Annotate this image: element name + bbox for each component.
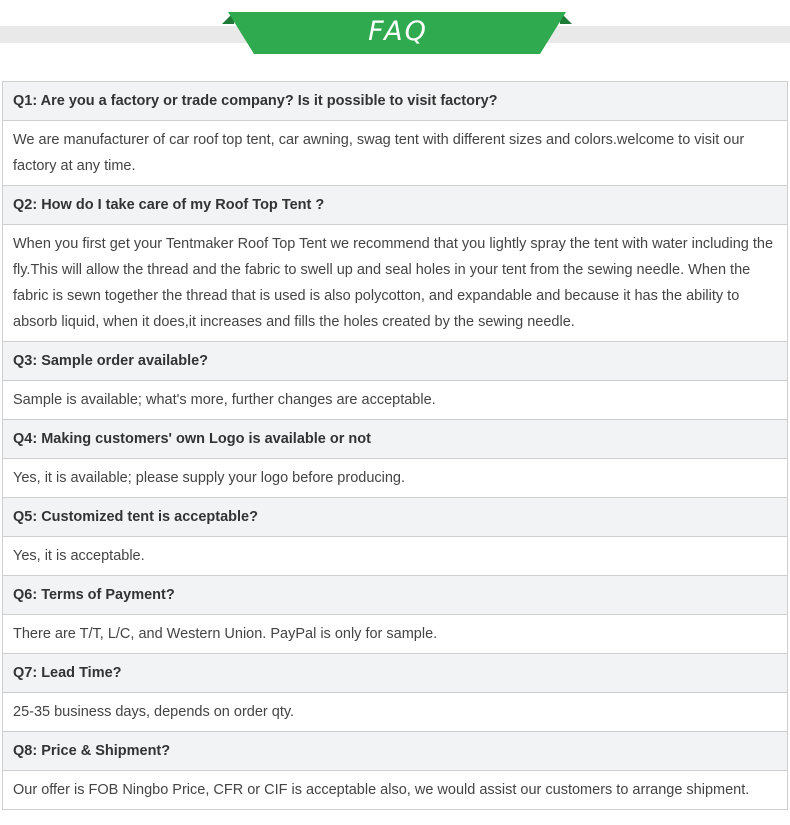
faq-answer-row [3,459,788,498]
faq-question: Q7: Lead Time? [3,654,788,693]
faq-question-row [3,186,788,225]
faq-answer: Our offer is FOB Ningbo Price, CFR or CIF is acceptable also, we would assist our customers to arrange shipment. [3,771,788,810]
faq-question: Q5: Customized tent is acceptable? [3,498,788,537]
faq-answer-row [3,615,788,654]
faq-question: Q1: Are you a factory or trade company? Is it possible to visit factory? [3,82,788,121]
faq-question-row [3,82,788,121]
faq-table [2,81,788,810]
faq-question-row [3,342,788,381]
faq-question: Q4: Making customers' own Logo is available or not [3,420,788,459]
faq-answer-row [3,693,788,732]
faq-answer: 25-35 business days, depends on order qty. [3,693,788,732]
faq-question-row [3,654,788,693]
faq-answer-row [3,121,788,186]
faq-question: Q6: Terms of Payment? [3,576,788,615]
faq-answer: Yes, it is available; please supply your logo before producing. [3,459,788,498]
faq-answer-row [3,225,788,342]
faq-answer: Yes, it is acceptable. [3,537,788,576]
faq-question-row [3,498,788,537]
faq-header-banner [0,0,790,60]
faq-question-row [3,576,788,615]
faq-answer: Sample is available; what's more, further changes are acceptable. [3,381,788,420]
faq-title: FAQ [368,16,428,47]
faq-question: Q8: Price & Shipment? [3,732,788,771]
faq-question: Q2: How do I take care of my Roof Top Tent ? [3,186,788,225]
faq-question-row [3,732,788,771]
faq-answer-row [3,771,788,810]
faq-question-row [3,420,788,459]
faq-answer-row [3,381,788,420]
faq-answer: There are T/T, L/C, and Western Union. PayPal is only for sample. [3,615,788,654]
faq-answer-row [3,537,788,576]
faq-question: Q3: Sample order available? [3,342,788,381]
faq-answer: When you first get your Tentmaker Roof Top Tent we recommend that you lightly spray the tent with water including the fly.This will allow the thread and the fabric to swell up and seal holes in your tent from the sewing needle. When the fabric is sewn together the thread that is used is also polycotton, and expandable and because it has the ability to absorb liquid, when it does,it increases and fills the holes created by the sewing needle. [3,225,788,342]
faq-answer: We are manufacturer of car roof top tent, car awning, swag tent with different sizes and colors.welcome to visit our factory at any time. [3,121,788,186]
